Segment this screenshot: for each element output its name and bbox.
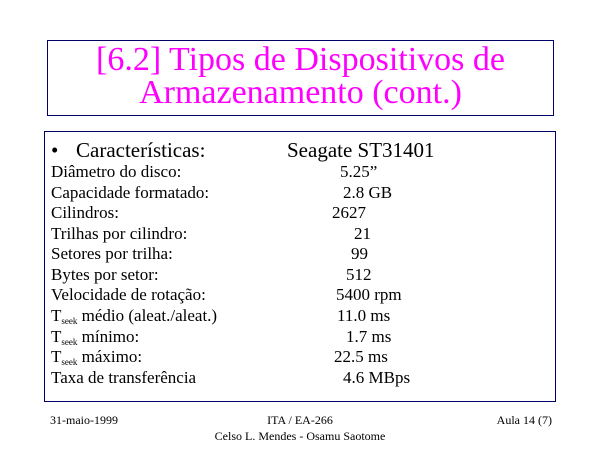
spec-label: Capacidade formatado:: [51, 183, 210, 202]
slide-title-line-2: Armazenamento (cont.): [139, 74, 462, 111]
spec-value: 22.5 ms: [334, 347, 388, 366]
seek-subscript: seek: [61, 316, 78, 326]
spec-value: 99: [351, 244, 368, 263]
footer-course: ITA / EA-266: [267, 413, 333, 427]
spec-row-sectors: [51, 244, 555, 264]
spec-label: Diâmetro do disco:: [51, 162, 182, 181]
spec-row-seek-avg: [51, 306, 555, 326]
seek-subscript: seek: [61, 337, 78, 347]
spec-label: médio (aleat./aleat.): [77, 306, 218, 325]
seek-prefix: T: [51, 327, 62, 346]
spec-row-cylinders: [51, 203, 555, 223]
spec-value: 5400 rpm: [336, 285, 402, 304]
spec-label: Setores por trilha:: [51, 244, 173, 263]
title-box: [47, 40, 554, 116]
spec-value: 5.25”: [340, 162, 378, 181]
spec-label: máximo:: [77, 347, 143, 366]
footer-lesson: Aula 14 (7): [496, 413, 552, 427]
spec-row-seek-min: [51, 327, 555, 347]
seek-prefix: T: [51, 306, 62, 325]
heading-label: Características:: [76, 138, 206, 162]
seek-subscript: seek: [61, 357, 78, 367]
spec-label: Velocidade de rotação:: [51, 285, 206, 304]
spec-label: Bytes por setor:: [51, 265, 159, 284]
spec-label: Taxa de transferência: [51, 368, 197, 387]
spec-value: 2.8 GB: [343, 183, 393, 202]
spec-row-diameter: [51, 162, 555, 182]
spec-value: 2627: [332, 203, 366, 222]
spec-row-tracks: [51, 224, 555, 244]
characteristics-heading: [51, 138, 555, 162]
heading-value: Seagate ST31401: [287, 138, 435, 162]
footer-authors: Celso L. Mendes - Osamu Saotome: [214, 429, 386, 443]
spec-label: Trilhas por cilindro:: [51, 224, 188, 243]
footer-date: 31-maio-1999: [50, 413, 118, 427]
spec-value: 512: [346, 265, 372, 284]
bullet-icon: •: [51, 138, 59, 162]
spec-value: 21: [354, 224, 371, 243]
spec-row-transfer-rate: [51, 368, 555, 388]
spec-row-capacity: [51, 183, 555, 203]
spec-value: 4.6 MBps: [343, 368, 411, 387]
seek-prefix: T: [51, 347, 62, 366]
spec-label: Cilindros:: [51, 203, 120, 222]
spec-row-seek-max: [51, 347, 555, 367]
spec-value: 11.0 ms: [337, 306, 391, 325]
spec-value: 1.7 ms: [346, 327, 392, 346]
slide-title-line-1: [6.2] Tipos de Dispositivos de: [96, 41, 505, 78]
content-box: [44, 131, 556, 402]
spec-label: mínimo:: [77, 327, 140, 346]
spec-row-bytes: [51, 265, 555, 285]
spec-row-rotation: [51, 285, 555, 305]
